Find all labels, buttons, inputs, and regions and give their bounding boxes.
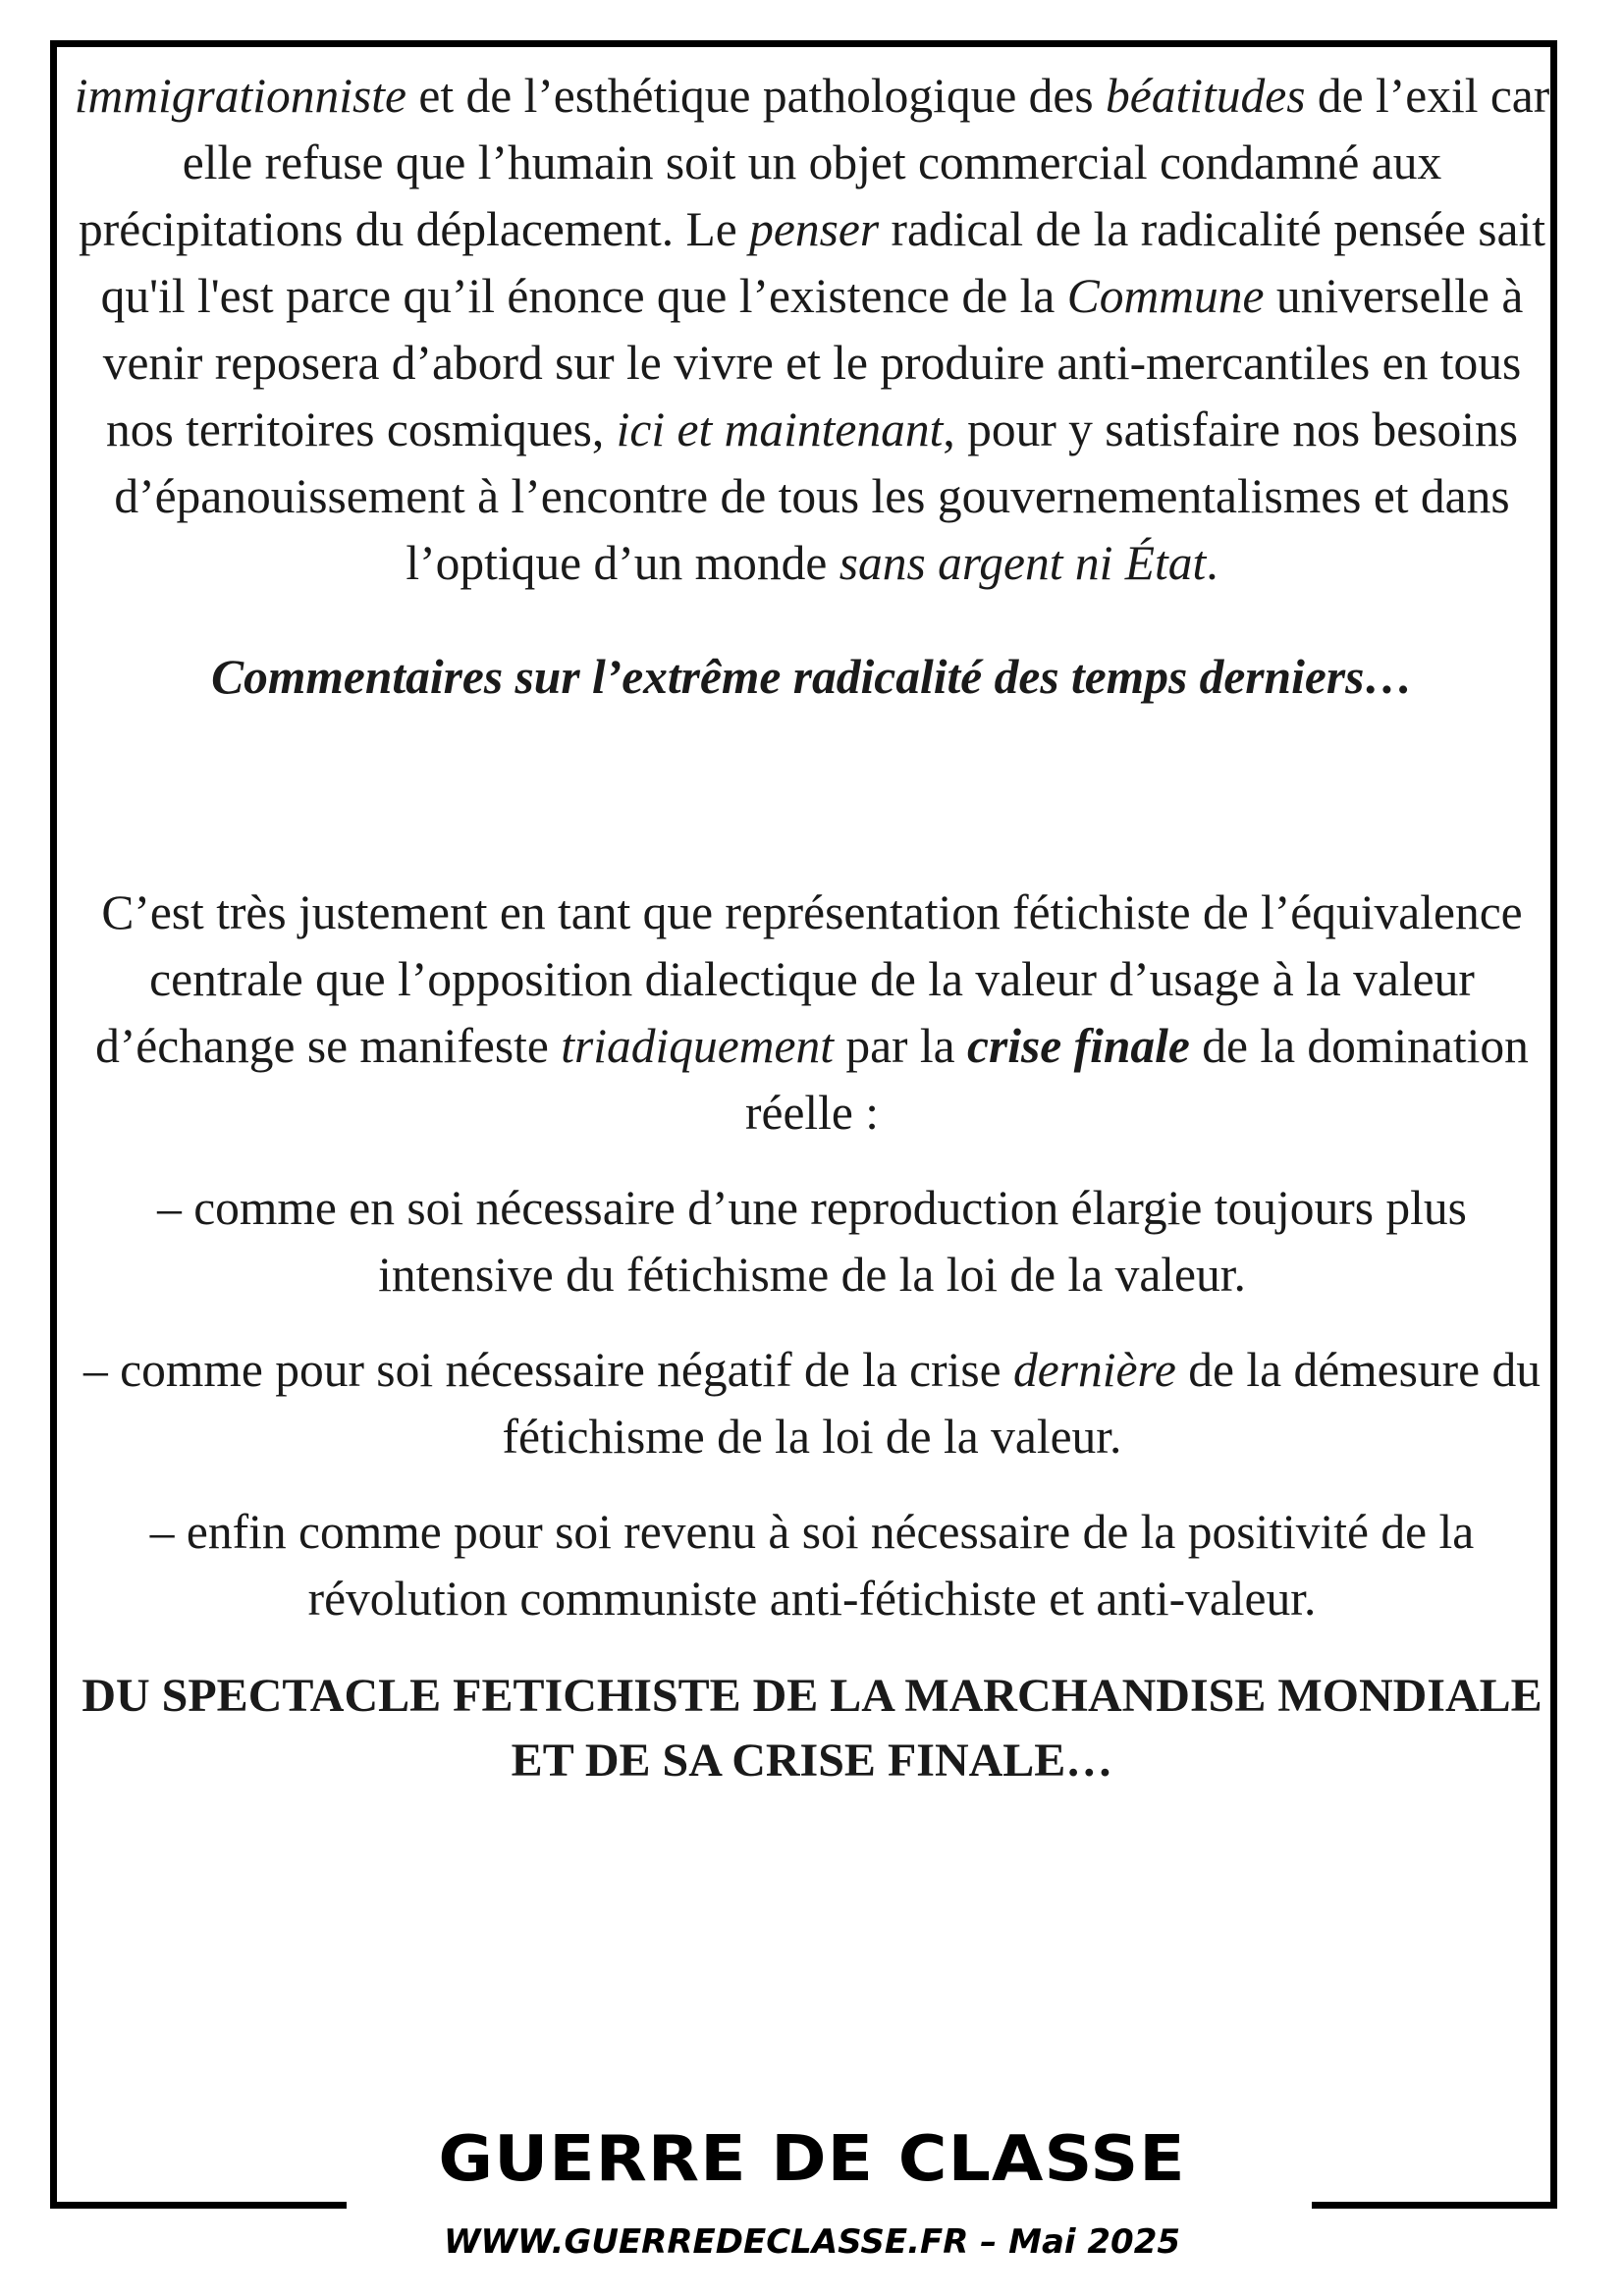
text-run: universelle à venir reposera d’abord sur le vivre et le produire anti-mercantiles en tous nos territoires cosmiques, xyxy=(102,269,1524,456)
emphasis: triadiquement xyxy=(561,1019,834,1073)
footer-url: WWW.GUERREDECLASSE.FR – Mai 2025 xyxy=(443,2222,1181,2262)
brand-title: GUERRE DE CLASSE xyxy=(438,2123,1186,2196)
text-run: par la xyxy=(833,1019,968,1073)
text-run: C’est très justement en tant que représentation fétichiste de l’équivalence centrale que l’opposition dialectique de la valeur d’usage à la valeur d’échange se manifeste xyxy=(95,885,1523,1073)
emphasis: sans argent ni État xyxy=(839,536,1207,590)
emphasis: penser xyxy=(749,202,880,256)
text-run: . xyxy=(1206,536,1218,590)
text-run: , pour y satisfaire nos besoins d’épanouissement à l’encontre de tous les gouvernementalismes et dans l’optique d’un monde xyxy=(114,402,1518,590)
emphasis: ici et maintenant xyxy=(616,402,944,456)
list-item: – enfin comme pour soi revenu à soi nécessaire de la positivité de la révolution communiste anti-fétichiste et anti-valeur. xyxy=(149,1505,1475,1626)
intro-paragraph xyxy=(69,63,1555,597)
section-heading: Commentaires sur l’extrême radicalité des temps derniers… xyxy=(211,650,1413,704)
list-item: – comme en soi nécessaire d’une reproduction élargie toujours plus intensive du fétichisme de la loi de la valeur. xyxy=(157,1181,1467,1302)
border-bottom-left xyxy=(50,2202,347,2209)
emphasis: dernière xyxy=(1013,1343,1176,1397)
text-run: radical de la radicalité pensée sait qu'il l'est parce qu’il énonce que l’existence de la xyxy=(100,202,1545,323)
main-heading: DU SPECTACLE FETICHISTE DE LA MARCHANDISE MONDIALE ET DE SA CRISE FINALE… xyxy=(81,1670,1543,1787)
emphasis: immigrationniste xyxy=(74,69,406,123)
body-paragraph xyxy=(69,880,1555,1147)
emphasis: béatitudes xyxy=(1106,69,1306,123)
text-run: de la démesure du fétichisme de la loi de la valeur. xyxy=(502,1343,1541,1464)
border-bottom-right xyxy=(1312,2202,1557,2209)
document-body xyxy=(69,63,1555,1793)
text-run: de la domination réelle : xyxy=(744,1019,1529,1140)
list-item xyxy=(69,1337,1555,1470)
strong-emphasis: crise finale xyxy=(967,1019,1190,1073)
text-run: et de l’esthétique pathologique des xyxy=(406,69,1107,123)
emphasis: Commune xyxy=(1066,269,1265,323)
text-run: de l’exil car elle refuse que l’humain soit un objet commercial condamné aux précipitations du déplacement. Le xyxy=(79,69,1550,256)
text-run: – comme pour soi nécessaire négatif de la crise xyxy=(83,1343,1014,1397)
